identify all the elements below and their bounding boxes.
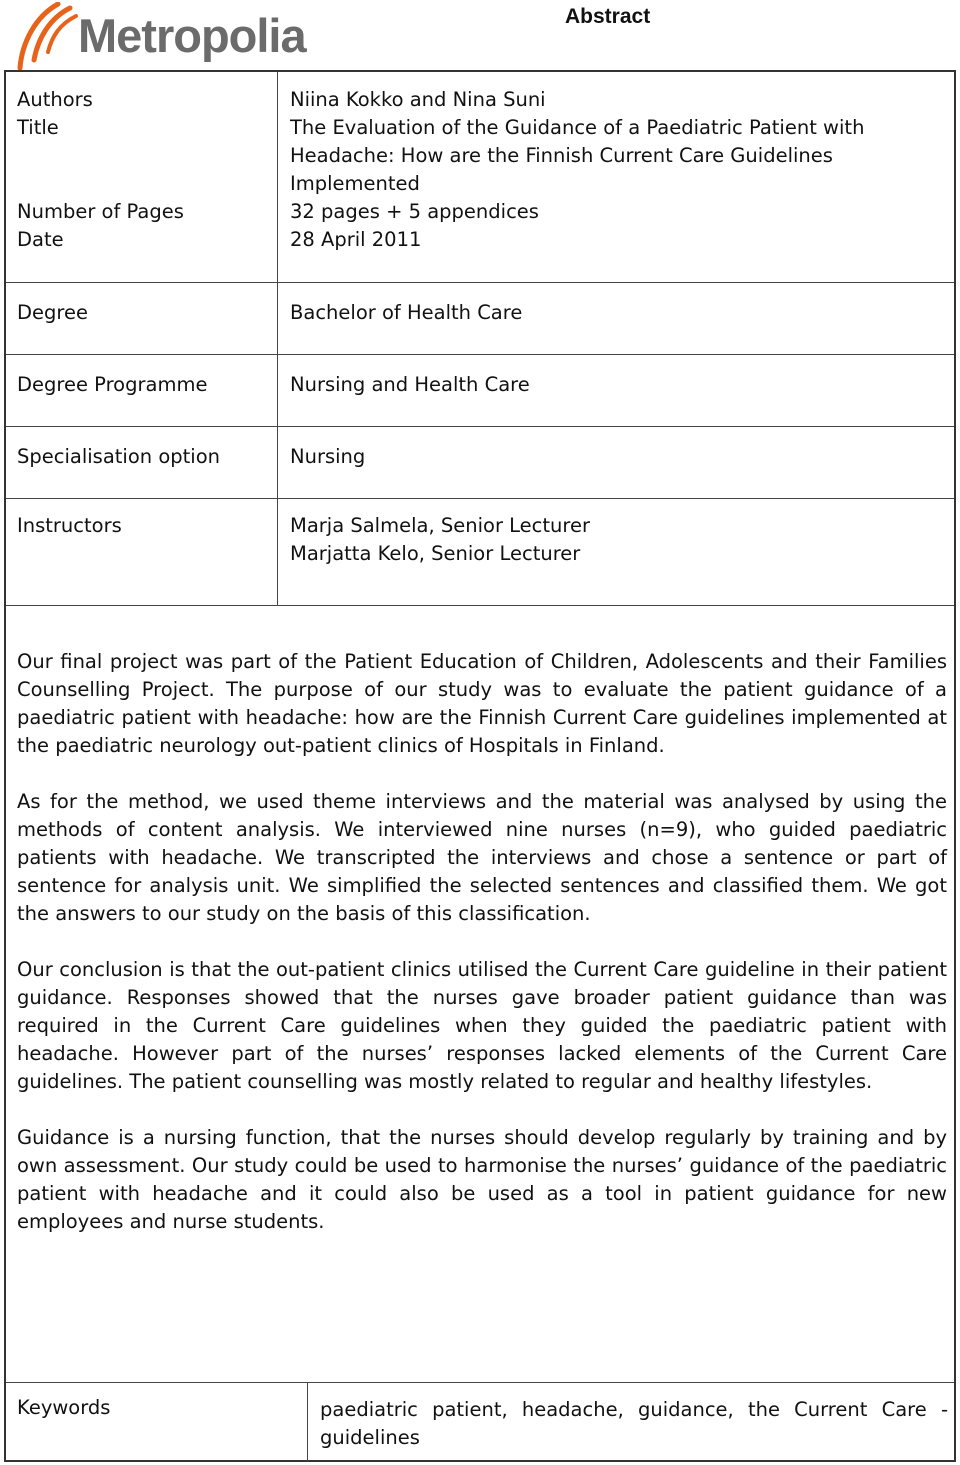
row-divider xyxy=(6,1382,954,1383)
keywords-value: paediatric patient, headache, guidance, the Current Care - guidelines xyxy=(320,1398,948,1449)
title-value-line3: Implemented xyxy=(290,172,420,195)
authors-value: Niina Kokko and Nina Suni xyxy=(290,88,546,111)
title-value-line1: The Evaluation of the Guidance of a Paediatric Patient with xyxy=(290,116,865,139)
metropolia-swoosh-icon xyxy=(14,2,80,70)
specialisation-label: Specialisation option xyxy=(17,445,220,468)
abstract-paragraph-2: As for the method, we used theme interviews and the material was analysed by using the methods of content analysis. We interviewed nine nurses (n=9), who guided paediatric patients with headache. We transcripted the interviews and chose a sentence or part of sentence for analysis unit. We simplified the selected sentences and classified them. We got the answers to our study on the basis of this classification. xyxy=(17,790,947,925)
row-divider xyxy=(6,605,954,606)
keywords-column-divider xyxy=(307,1382,308,1462)
degree-value: Bachelor of Health Care xyxy=(290,301,523,324)
meta-column-divider xyxy=(277,72,278,605)
title-label: Title xyxy=(17,116,59,139)
logo-wordmark: Metropolia xyxy=(78,9,306,62)
pages-label: Number of Pages xyxy=(17,200,184,223)
abstract-paragraph-4: Guidance is a nursing function, that the nurses should develop regularly by training and by own assessment. Our study could be used to harmonise the nurses’ guidance of the paediatric patient with headache and it could also be used as a tool in patient guidance for new employees and nurse students. xyxy=(17,1126,947,1233)
abstract-paragraph-1: Our final project was part of the Patient Education of Children, Adolescents and their Families Counselling Project. The purpose of our study was to evaluate the patient guidance of a paediatric patient with headache: how are the Finnish Current Care guidelines implemented at the paediatric neurology out-patient clinics of Hospitals in Finland. xyxy=(17,650,947,757)
abstract-paragraph-3: Our conclusion is that the out-patient clinics utilised the Current Care guideline in their patient guidance. Responses showed that the nurses gave broader patient guidance than was required in the Current Care guidelines when they guided the paediatric patient with headache. However part of the nurses’ responses lacked elements of the Current Care guidelines. The patient counselling was mostly related to regular and healthy lifestyles. xyxy=(17,958,947,1093)
abstract-heading: Abstract xyxy=(565,5,651,28)
instructor-1: Marja Salmela, Senior Lecturer xyxy=(290,514,591,537)
row-divider xyxy=(6,426,954,427)
metropolia-logo xyxy=(14,2,324,70)
instructors-label: Instructors xyxy=(17,514,122,537)
programme-label: Degree Programme xyxy=(17,373,208,396)
authors-label: Authors xyxy=(17,88,93,111)
instructor-2: Marjatta Kelo, Senior Lecturer xyxy=(290,542,581,565)
abstract-table xyxy=(4,70,956,1462)
date-value: 28 April 2011 xyxy=(290,228,422,251)
pages-value: 32 pages + 5 appendices xyxy=(290,200,539,223)
programme-value: Nursing and Health Care xyxy=(290,373,530,396)
degree-label: Degree xyxy=(17,301,88,324)
specialisation-value: Nursing xyxy=(290,445,366,468)
date-label: Date xyxy=(17,228,64,251)
row-divider xyxy=(6,498,954,499)
keywords-label: Keywords xyxy=(17,1396,111,1419)
title-value-line2: Headache: How are the Finnish Current Care Guidelines xyxy=(290,144,833,167)
row-divider xyxy=(6,354,954,355)
row-divider xyxy=(6,282,954,283)
